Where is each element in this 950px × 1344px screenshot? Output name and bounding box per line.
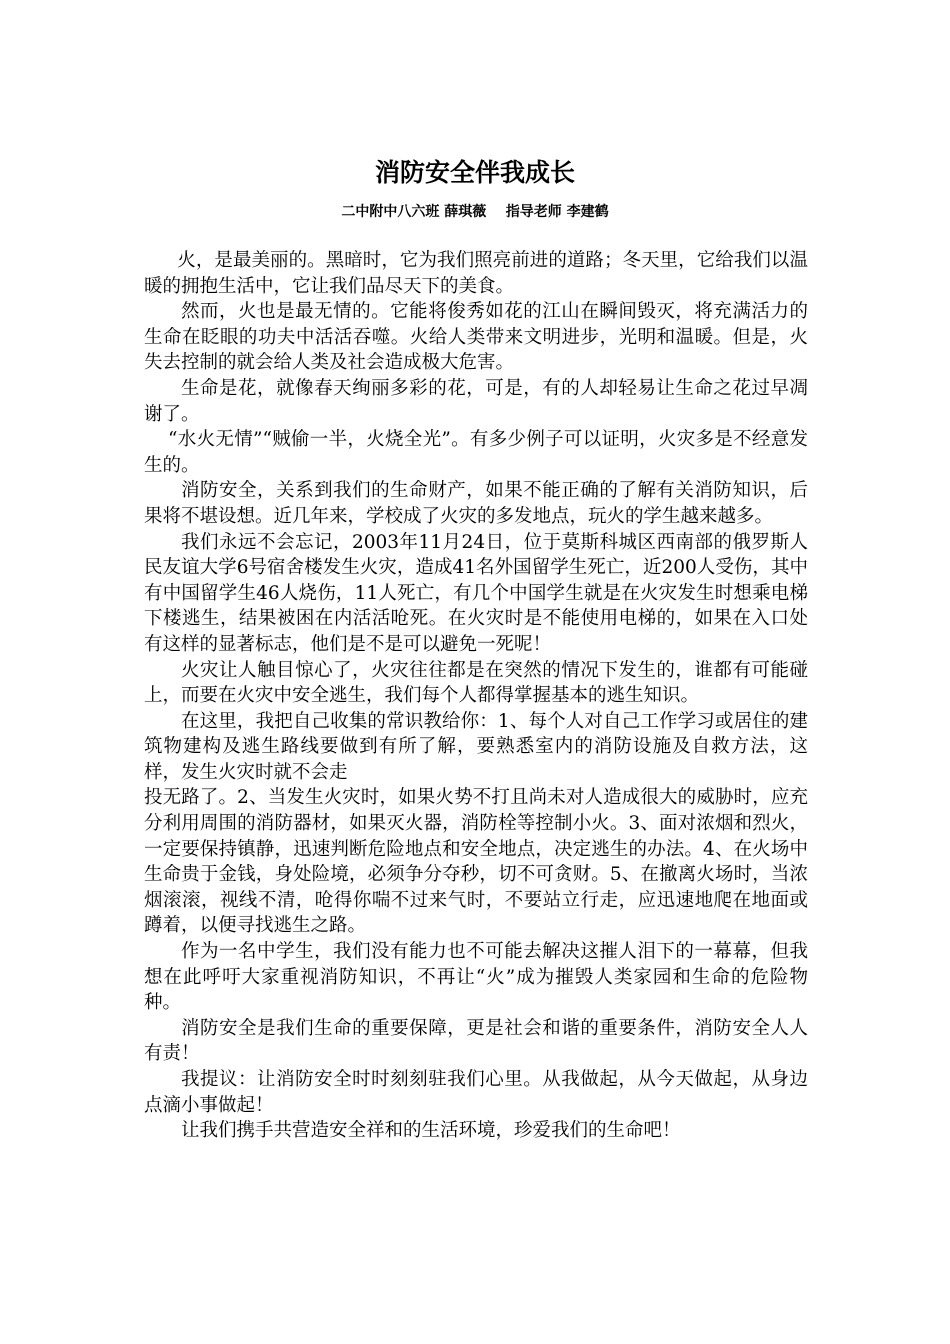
paragraph-10: 作为一名中学生，我们没有能力也不可能去解决这摧人泪下的一幕幕，但我想在此呼吁大家重视消防知识，不再让“火”成为摧毁人类家园和生命的危险物种。 <box>144 941 808 1014</box>
paragraph-4: “水火无情”“贼偷一半，火烧全光”。有多少例子可以证明，火灾多是不经意发生的。 <box>144 429 808 476</box>
paragraph-12: 我提议：让消防安全时时刻刻驻我们心里。从我做起，从今天做起，从身边点滴小事做起！ <box>144 1069 808 1116</box>
paragraph-2: 然而，火也是最无情的。它能将俊秀如花的江山在瞬间毁灭，将充满活力的生命在眨眼的功夫中活活吞噬。火给人类带来文明进步，光明和温暖。但是，火失去控制的就会给人类及社会造成极大危害。 <box>144 301 808 374</box>
paragraph-11: 消防安全是我们生命的重要保障，更是社会和谐的重要条件，消防安全人人有责！ <box>144 1017 808 1065</box>
paragraph-3: 生命是花，就像春天绚丽多彩的花，可是，有的人却轻易让生命之花过早凋谢了。 <box>144 377 808 425</box>
paragraph-7: 火灾让人触目惊心了，火灾往往都是在突然的情况下发生的，谁都有可能碰上，而要在火灾中安全逃生，我们每个人都得掌握基本的逃生知识。 <box>144 659 808 707</box>
paragraph-5: 消防安全，关系到我们的生命财产，如果不能正确的了解有关消防知识，后果将不堪设想。近几年来，学校成了火灾的多发地点，玩火的学生越来越多。 <box>144 480 808 527</box>
article-body <box>144 248 808 1144</box>
paragraph-8: 在这里，我把自己收集的常识教给你：1、每个人对自己工作学习或居住的建筑物建构及逃生路线要做到有所了解，要熟悉室内的消防设施及自救方法，这样，发生火灾时就不会走 <box>144 710 808 783</box>
paragraph-1: 火，是最美丽的。黑暗时，它为我们照亮前进的道路；冬天里，它给我们以温暖的拥抱生活中，它让我们品尽天下的美食。 <box>144 250 808 297</box>
paragraph-6: 我们永远不会忘记，2003年11月24日，位于莫斯科城区西南部的俄罗斯人民友谊大学6号宿舍楼发生火灾，造成41名外国留学生死亡，近200人受伤，其中有中国留学生46人烧伤，11人死亡，有几个中国学生就是在火灾发生时想乘电梯下楼逃生，结果被困在内活活呛死。在火灾时是不能使用电梯的，如果在入口处有这样的显著标志，他们是不是可以避免一死呢！ <box>144 531 808 655</box>
paragraph-13: 让我们携手共营造安全祥和的生活环境，珍爱我们的生命吧！ <box>181 1120 681 1142</box>
paragraph-9: 投无路了。2、当发生火灾时，如果火势不打且尚未对人造成很大的威胁时，应充分利用周围的消防器材，如果灭火器，消防栓等控制小火。3、面对浓烟和烈火，一定要保持镇静，迅速判断危险地点和安全地点，决定逃生的办法。4、在火场中生命贵于金钱，身处险境，必须争分夺秒，切不可贪财。5、在撤离火场时，当浓烟滚滚，视线不清，呛得你喘不过来气时，不要站立行走，应迅速地爬在地面或蹲着，以便寻找逃生之路。 <box>144 787 808 937</box>
page-title: 消防安全伴我成长 <box>374 158 575 187</box>
author-byline: 二中附中八六班 薛琪薇 指导老师 李建鹤 <box>341 204 609 220</box>
